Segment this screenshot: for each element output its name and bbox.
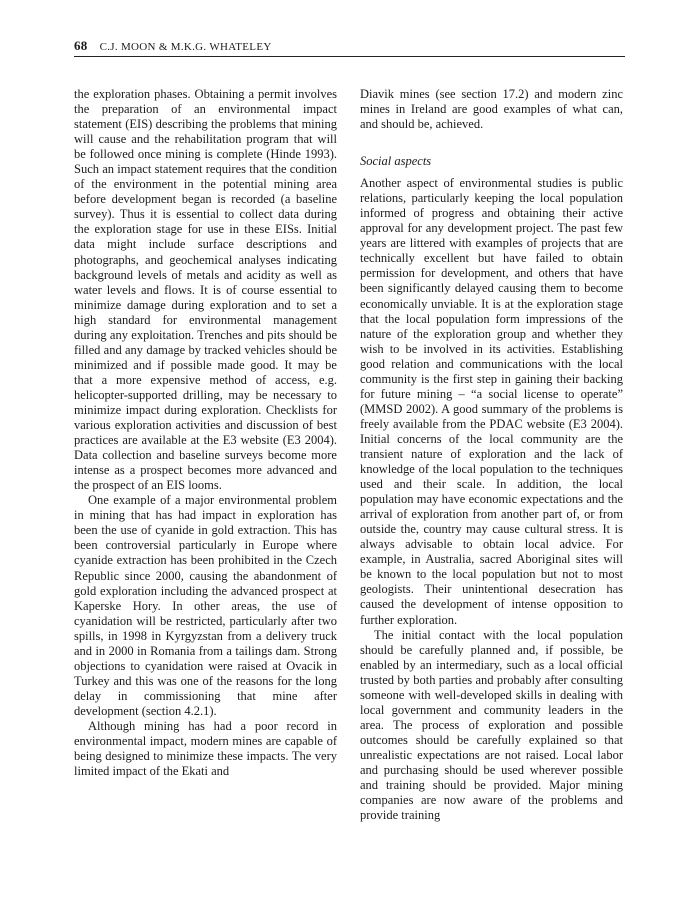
paragraph: The initial contact with the local population should be carefully planned and, if possible, be enabled by an intermediary, such as a local official trusted by both parties and probably after consulting someone with well-developed skills in dealing with local government and community leaders in the area. The process of exploration and possible outcomes should be carefully explained so that unrealistic expectations are not raised. Local labor and purchasing should be used wherever possible and training should be provided. Major mining companies are now aware of the problems and provide training	[360, 627, 623, 823]
paragraph: One example of a major environmental problem in mining that has had impact in exploration has been the use of cyanide in gold extraction. This has been controversial particularly in Europe where cyanide extraction has been prohibited in the Czech Republic since 2000, causing the abandonment of gold exploration including the advanced prospect at Kaperske Hory. In other areas, the use of cyanidation will be restricted, particularly after two spills, in 1998 in Kyrgyzstan from a delivery truck and in 2000 in Romania from a tailings dam. Strong objections to cyanidation were raised at Ovacik in Turkey and this was one of the reasons for the long delay in commissioning that mine after development (section 4.2.1).	[74, 493, 337, 718]
paragraph: Another aspect of environmental studies is public relations, particularly keeping the local population informed of progress and obtaining their active approval for any development project. The past few years are littered with examples of projects that are technically excellent but have failed to obtain permission for development, and others that have been significantly delayed causing them to become economically unviable. It is at the exploration stage that the local population form impressions of the nature of the exploration group and whether they wish to be involved in its activities. Establishing good relation and communications with the local community is the first step in gaining their backing for future mining – “a social license to operate” (MMSD 2002). A good summary of the problems is freely available from the PDAC website (E3 2004). Initial concerns of the local community are the transient nature of exploration and the lack of knowledge of the local population to the techniques used and their scale. In addition, the local population may have economic expectations and the arrival of exploration from another part of, or from outside the, country may cause cultural stress. It is always advisable to obtain local advice. For example, in Australia, sacred Aboriginal sites will be known to the local population but not to most geologists. Their unintentional desecration has caused the development of intense opposition to further exploration.	[360, 176, 623, 627]
page-number: 68	[74, 38, 88, 53]
running-title: C.J. MOON & M.K.G. WHATELEY	[99, 41, 272, 53]
right-column	[360, 87, 623, 823]
paragraph: the exploration phases. Obtaining a permit involves the preparation of an environmental impact statement (EIS) describing the problems that mining will cause and the rehabilitation program that will be followed once mining is complete (Hinde 1993). Such an impact statement requires that the condition of the environment in the potential mining area before development began is recorded (a baseline survey). Thus it is essential to collect data during the exploration stage for use in these EISs. Initial data might include surface descriptions and photographs, and geochemical analyses indicating background levels of metals and acidity as well as water levels and flows. It is of course essential to minimize damage during exploration and to set a high standard for environmental management during any exploitation. Trenches and pits should be filled and any damage by tracked vehicles should be minimized and if possible made good. It may be that a more expensive method of access, e.g. helicopter-supported drilling, may be necessary to minimize impact during exploration. Checklists for various exploration activities and discussion of best practices are available at the E3 website (E3 2004). Data collection and baseline surveys become more intense as a prospect becomes more advanced and the prospect of an EIS looms.	[74, 87, 337, 493]
paragraph: Although mining has had a poor record in environmental impact, modern mines are capable of being designed to minimize these impacts. The very limited impact of the Ekati and	[74, 718, 337, 779]
paragraph: Diavik mines (see section 17.2) and modern zinc mines in Ireland are good examples of what can, and should be, achieved.	[360, 87, 623, 132]
section-heading: Social aspects	[360, 154, 432, 169]
header-rule	[74, 56, 625, 57]
left-column	[74, 87, 337, 779]
running-header	[74, 38, 625, 54]
